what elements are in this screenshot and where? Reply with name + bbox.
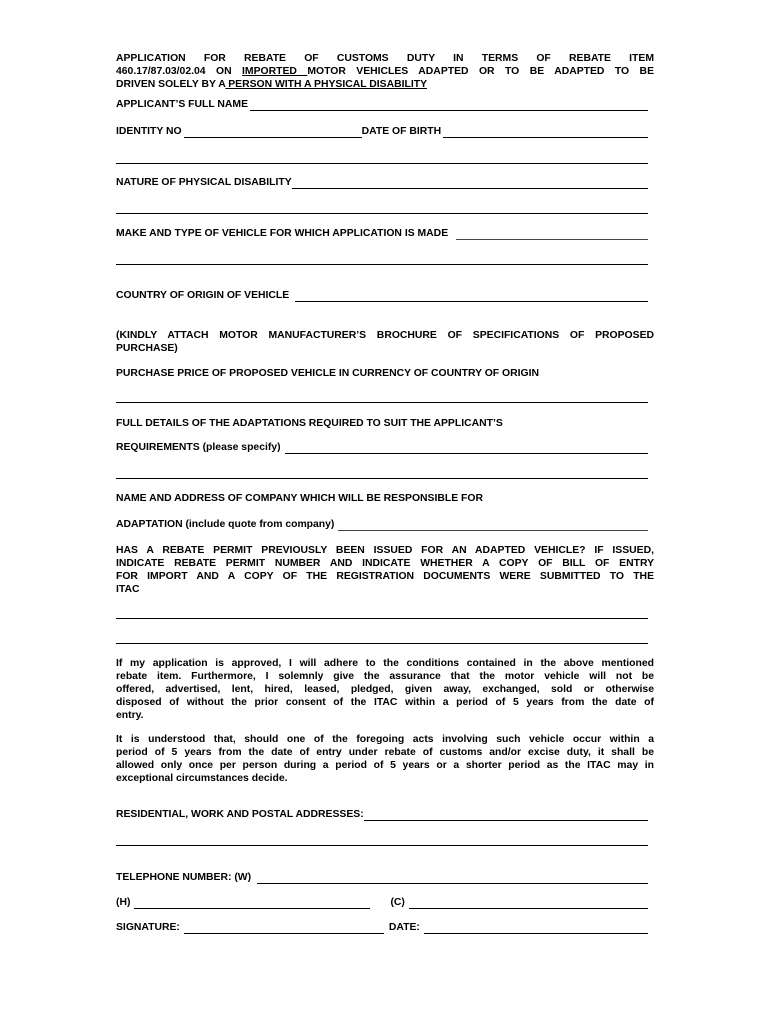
title-imported: IMPORTED xyxy=(242,66,308,77)
full-name-label: APPLICANT’S FULL NAME xyxy=(116,99,248,110)
declaration-paragraph-2 xyxy=(116,733,654,785)
adaptations-row xyxy=(116,441,648,454)
date-of-birth-field[interactable] xyxy=(443,126,648,138)
permit-line-4: ITAC xyxy=(116,584,140,595)
permit-line-2: INDICATE REBATE PERMIT NUMBER AND INDICATE WHETHER A COPY OF BILL OF ENTRY xyxy=(116,558,654,569)
vehicle-label: MAKE AND TYPE OF VEHICLE FOR WHICH APPLICATION IS MADE xyxy=(116,228,449,239)
signature-field[interactable] xyxy=(184,922,384,934)
telephone-home-label: (H) xyxy=(116,897,131,908)
brochure-note xyxy=(116,329,654,355)
signature-label: SIGNATURE: xyxy=(116,922,180,933)
permit-answer-line-2[interactable] xyxy=(116,643,648,644)
identity-no-field[interactable] xyxy=(184,126,362,138)
company-field[interactable] xyxy=(338,519,648,531)
addresses-row xyxy=(116,808,648,821)
identity-no-label: IDENTITY NO xyxy=(116,126,182,137)
declaration-1-line-5: entry. xyxy=(116,710,144,721)
signature-row xyxy=(116,921,648,934)
identity-row xyxy=(116,125,648,138)
permit-line-1: HAS A REBATE PERMIT PREVIOUSLY BEEN ISSUED FOR AN ADAPTED VEHICLE? IF ISSUED, xyxy=(116,545,654,556)
brochure-line-2: PURCHASE) xyxy=(116,343,178,354)
company-label-2: ADAPTATION (include quote from company) xyxy=(116,519,335,530)
brochure-line-1: (KINDLY ATTACH MOTOR MANUFACTURER’S BROCHURE OF SPECIFICATIONS OF PROPOSED xyxy=(116,330,654,341)
declaration-1-line-3: offered, advertised, lent, hired, leased, pledged, given away, exchanged, sold or otherwise xyxy=(116,684,654,695)
title-rebate-item: 460.17/87.03/02.04 ON xyxy=(116,66,243,77)
adaptations-field[interactable] xyxy=(285,442,648,454)
date-field[interactable] xyxy=(424,922,648,934)
price-field[interactable] xyxy=(116,402,648,403)
permit-question xyxy=(116,544,654,596)
date-of-birth-label: DATE OF BIRTH xyxy=(361,126,442,137)
addresses-extra-line[interactable] xyxy=(116,845,648,846)
title-line-3 xyxy=(116,78,654,91)
company-label-1: NAME AND ADDRESS OF COMPANY WHICH WILL BE RESPONSIBLE FOR xyxy=(116,493,483,504)
telephone-cell-label: (C) xyxy=(390,897,405,908)
identity-extra-line[interactable] xyxy=(116,163,648,164)
title-line-1: APPLICATION FOR REBATE OF CUSTOMS DUTY IN TERMS OF REBATE ITEM xyxy=(116,53,654,64)
declaration-paragraph-1 xyxy=(116,657,654,722)
form-title xyxy=(116,52,654,91)
permit-line-3: FOR IMPORT AND A COPY OF THE REGISTRATION DOCUMENTS WERE SUBMITTED TO THE xyxy=(116,571,654,582)
telephone-cell-field[interactable] xyxy=(409,897,648,909)
vehicle-field[interactable] xyxy=(456,228,648,240)
country-row xyxy=(116,289,648,302)
addresses-field[interactable] xyxy=(364,809,648,821)
declaration-2-line-4: exceptional circumstances decide. xyxy=(116,773,288,784)
price-label: PURCHASE PRICE OF PROPOSED VEHICLE IN CURRENCY OF COUNTRY OF ORIGIN xyxy=(116,368,539,379)
declaration-1-line-4: disposed of without the prior consent of the ITAC within a period of 5 years from the date of xyxy=(116,697,654,708)
declaration-2-line-1: It is understood that, should one of the foregoing acts involving such vehicle occur within a xyxy=(116,734,654,745)
adaptations-extra-line[interactable] xyxy=(116,478,648,479)
adaptations-label-1: FULL DETAILS OF THE ADAPTATIONS REQUIRED TO SUIT THE APPLICANT’S xyxy=(116,418,503,429)
country-field[interactable] xyxy=(295,290,648,302)
title-vehicles: MOTOR VEHICLES ADAPTED OR TO BE ADAPTED TO BE xyxy=(307,66,654,77)
date-label: DATE: xyxy=(388,922,420,933)
disability-extra-line[interactable] xyxy=(116,213,648,214)
vehicle-extra-line[interactable] xyxy=(116,264,648,265)
telephone-work-label: TELEPHONE NUMBER: (W) xyxy=(116,872,252,883)
disability-field[interactable] xyxy=(292,177,648,189)
company-row xyxy=(116,518,648,531)
country-label: COUNTRY OF ORIGIN OF VEHICLE xyxy=(116,290,290,301)
full-name-row xyxy=(116,98,648,111)
addresses-label: RESIDENTIAL, WORK AND POSTAL ADDRESSES: xyxy=(116,809,364,820)
permit-answer-line-1[interactable] xyxy=(116,618,648,619)
title-line-2 xyxy=(116,65,654,78)
telephone-row xyxy=(116,871,648,884)
declaration-1-line-1: If my application is approved, I will adhere to the conditions contained in the above mentioned xyxy=(116,658,654,669)
phone-home-cell-row xyxy=(116,896,648,909)
disability-row xyxy=(116,176,648,189)
declaration-2-line-3: allowed only once per person during a period of 5 years or a shorter period as the ITAC may in xyxy=(116,760,654,771)
telephone-work-field[interactable] xyxy=(257,872,648,884)
disability-label: NATURE OF PHYSICAL DISABILITY xyxy=(116,177,292,188)
vehicle-row xyxy=(116,227,648,240)
telephone-home-field[interactable] xyxy=(134,897,370,909)
declaration-1-line-2: rebate item. Furthermore, I solemnly give the assurance that the motor vehicle will not be xyxy=(116,671,654,682)
full-name-field[interactable] xyxy=(250,99,648,111)
adaptations-label-2: REQUIREMENTS (please specify) xyxy=(116,442,281,453)
title-driven: DRIVEN SOLELY BY A xyxy=(116,79,226,90)
title-disability: PERSON WITH A PHYSICAL DISABILITY xyxy=(225,79,427,90)
declaration-2-line-2: period of 5 years from the date of entry under rebate of customs and/or excise duty, it shall be xyxy=(116,747,654,758)
